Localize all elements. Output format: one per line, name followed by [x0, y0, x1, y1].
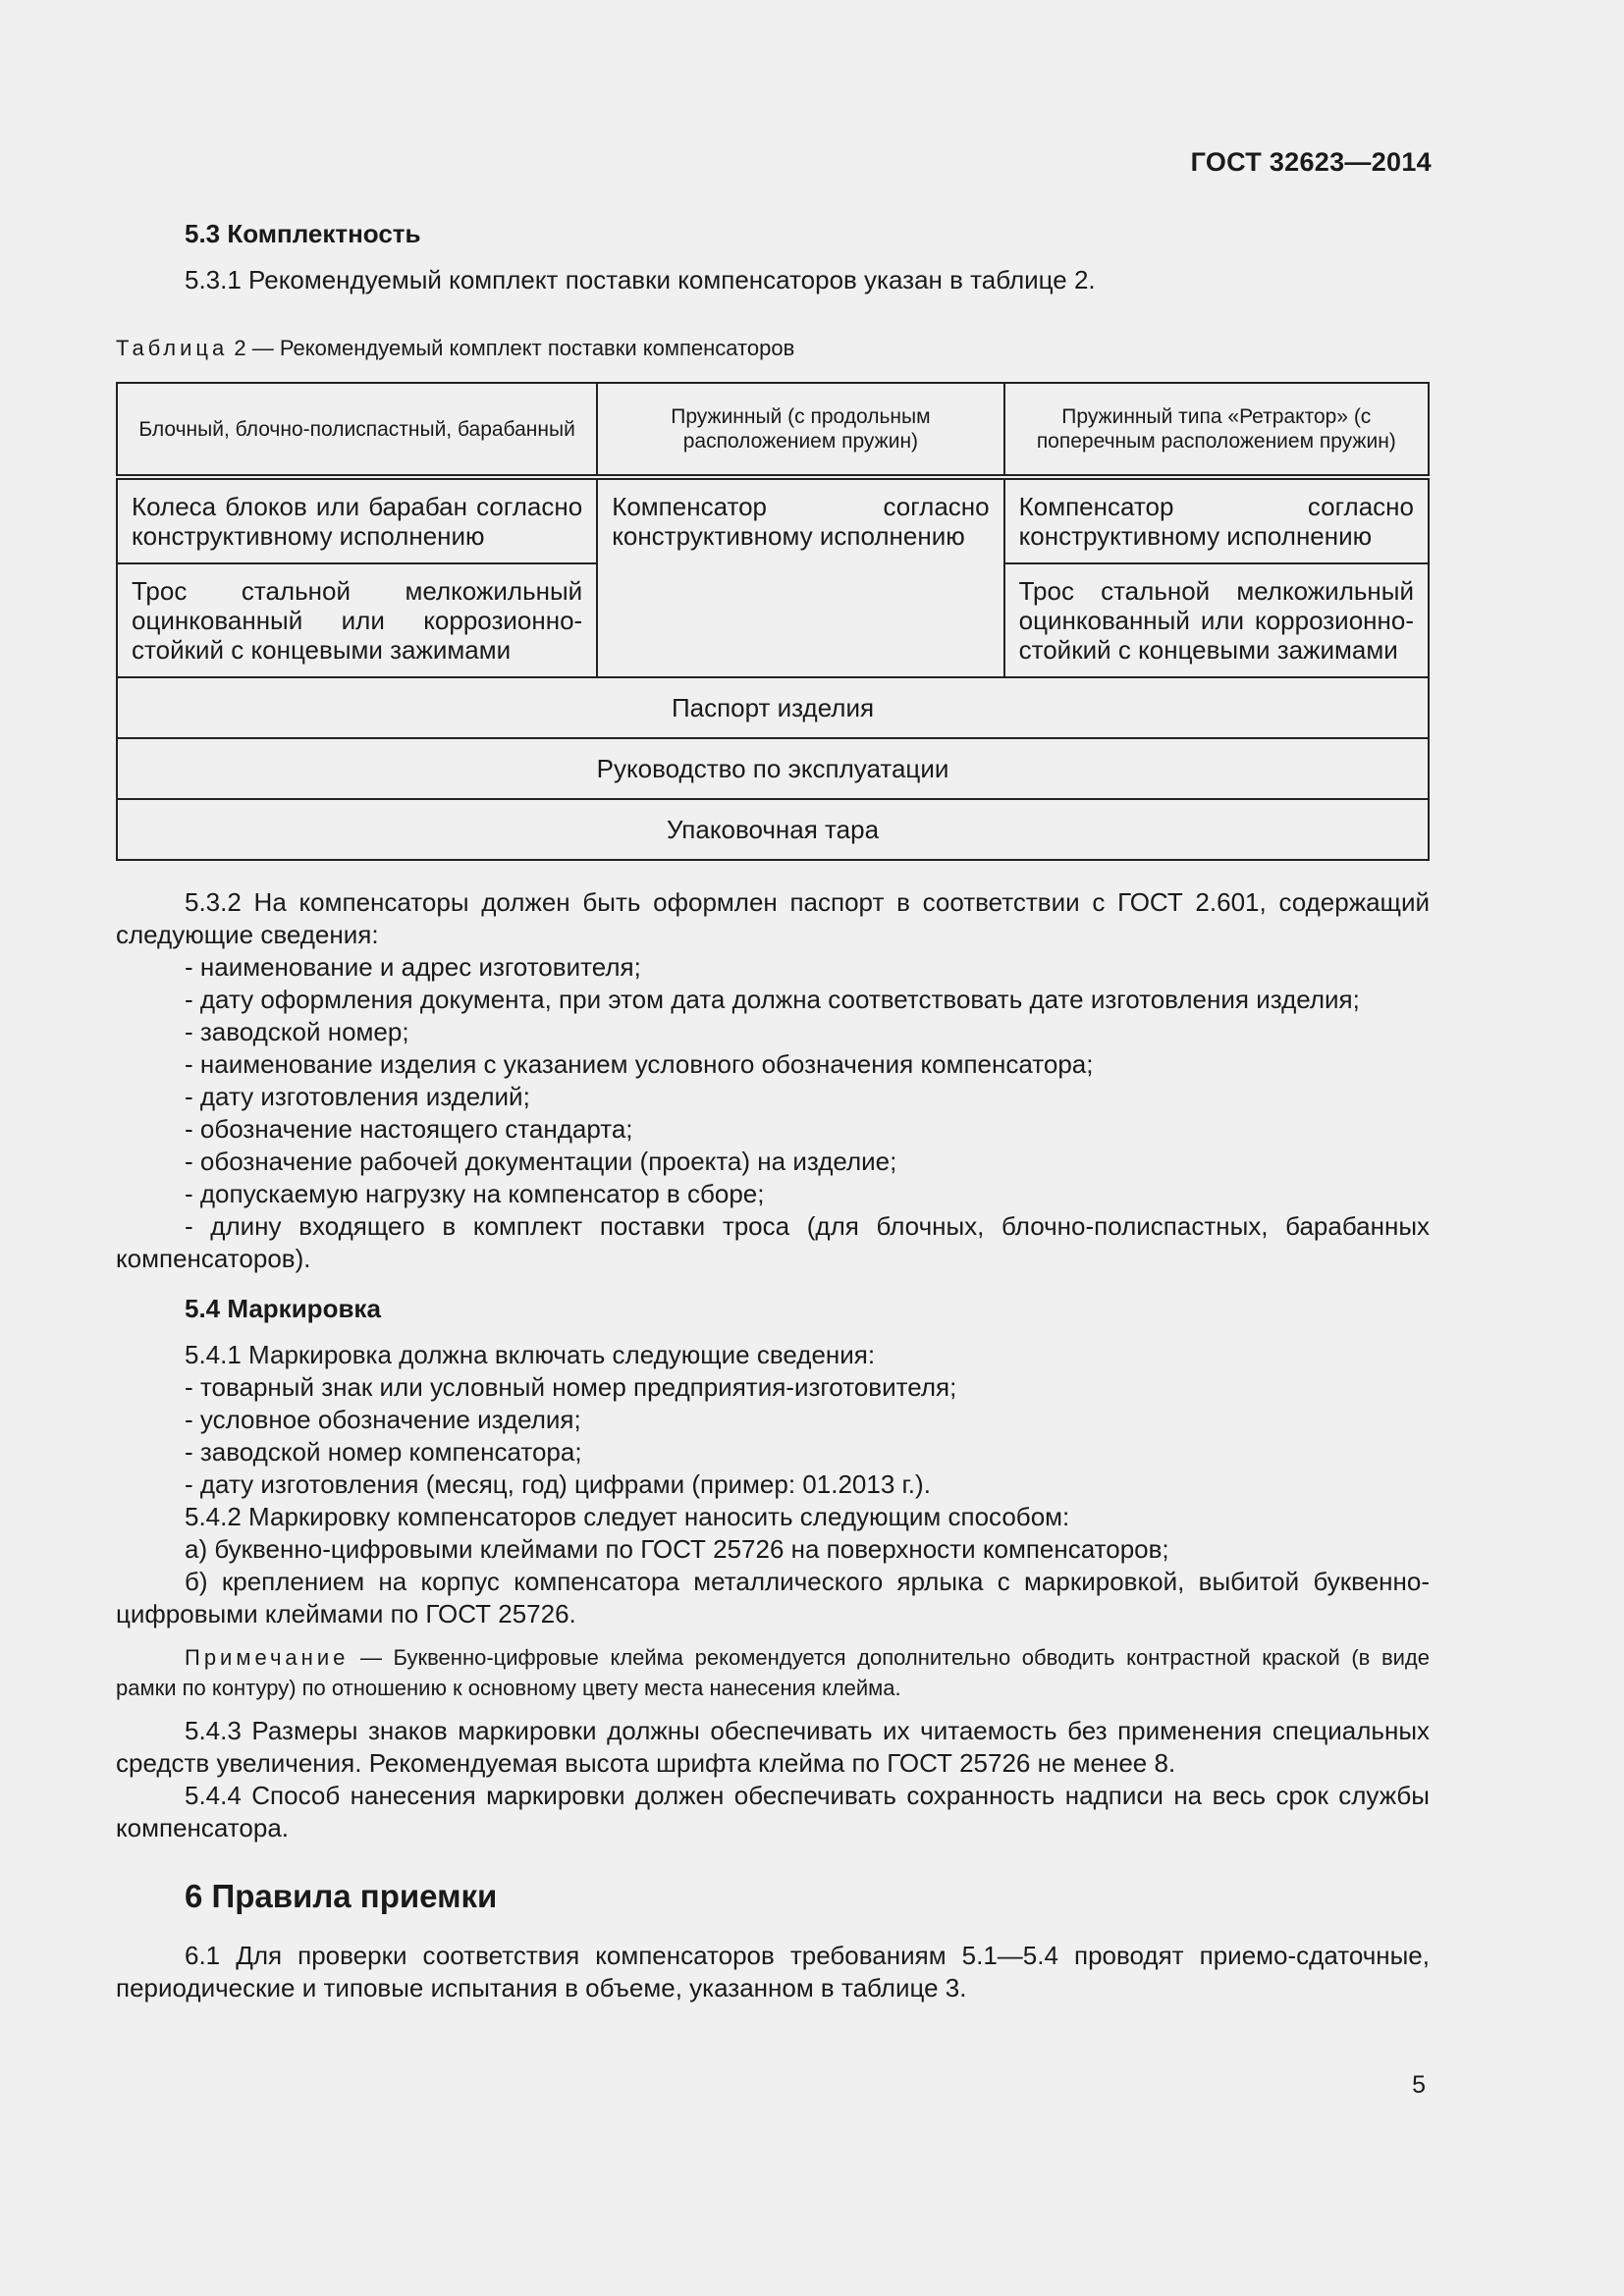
- table-row: [117, 677, 1429, 738]
- cell-r2c1: Трос стальной мелкожильный оцинкованный или коррозионно-стойкий с концевыми зажимами: [117, 563, 597, 677]
- page-number: 5: [1412, 2071, 1426, 2099]
- table-row: [117, 738, 1429, 799]
- cell-r1c2: Компенсатор согласно конструктивному исполнению: [597, 477, 1003, 677]
- marking-info-list: [116, 1371, 1430, 1501]
- list-item: - наименование и адрес изготовителя;: [185, 952, 641, 982]
- list-item: - длину входящего в комплект поставки троса (для блочных, блочно-полиспастных, барабанных компенсаторов).: [116, 1211, 1430, 1273]
- paragraph-5-4-3: 5.4.3 Размеры знаков маркировки должны обеспечивать их читаемость без применения специальных средств увеличения. Рекомендуемая высота шрифта клейма по ГОСТ 25726 не менее 8.: [116, 1716, 1430, 1778]
- col-header-spring-longitudinal: Пружинный (с продольным расположением пружин): [597, 383, 1003, 477]
- col-header-spring-retractor: Пружинный типа «Ретрактор» (с поперечным расположением пружин): [1004, 383, 1429, 477]
- paragraph-5-3-2: 5.3.2 На компенсаторы должен быть оформлен паспорт в соответствии с ГОСТ 2.601, содержащий следующие сведения:: [116, 887, 1430, 949]
- list-item: - дату изготовления изделий;: [185, 1082, 530, 1111]
- document-designation: ГОСТ 32623—2014: [1190, 147, 1432, 177]
- list-item: - дату оформления документа, при этом дата должна соответствовать дате изготовления изделия;: [185, 985, 1360, 1014]
- section-6-title: 6 Правила приемки: [185, 1878, 498, 1914]
- list-item: - обозначение настоящего стандарта;: [185, 1114, 633, 1144]
- list-item: - условное обозначение изделия;: [185, 1405, 581, 1434]
- paragraph-6-1: 6.1 Для проверки соответствия компенсаторов требованиям 5.1—5.4 проводят приемо-сдаточные, периодические и типовые испытания в объеме, указанном в таблице 3.: [116, 1941, 1430, 2002]
- col-header-block: Блочный, блочно-полиспастный, барабанный: [117, 383, 597, 477]
- paragraph-5-4-2-a: а) буквенно-цифровыми клеймами по ГОСТ 25726 на поверхности компенсаторов;: [185, 1534, 1169, 1564]
- section-5-3-title: 5.3 Комплектность: [185, 219, 421, 248]
- list-item: - наименование изделия с указанием условного обозначения компенсатора;: [185, 1049, 1094, 1079]
- table-row: [117, 477, 1429, 563]
- table-caption-label: Таблица: [116, 336, 229, 360]
- page-content: [116, 218, 1430, 2004]
- list-item: - заводской номер;: [185, 1017, 409, 1046]
- note-text: — Буквенно-цифровые клейма рекомендуется дополнительно обводить контрастной краской (в виде рамки по контуру) по отношению к основному цвету места нанесения клейма.: [116, 1645, 1430, 1700]
- note: [116, 1642, 1430, 1703]
- list-item: - товарный знак или условный номер предприятия-изготовителя;: [185, 1372, 957, 1402]
- table-caption-text: 2 — Рекомендуемый комплект поставки компенсаторов: [228, 336, 795, 360]
- paragraph-5-4-4: 5.4.4 Способ нанесения маркировки должен обеспечивать сохранность надписи на весь срок службы компенсатора.: [116, 1781, 1430, 1842]
- cell-r1c3: Компенсатор согласно конструктивному исполнению: [1004, 477, 1429, 563]
- table-header-row: [117, 383, 1429, 477]
- cell-passport: Паспорт изделия: [117, 677, 1429, 738]
- note-label: Примечание: [185, 1645, 350, 1670]
- section-5-4-title: 5.4 Маркировка: [185, 1294, 381, 1323]
- cell-r2c3: Трос стальной мелкожильный оцинкованный или коррозионно-стойкий с концевыми зажимами: [1004, 563, 1429, 677]
- list-item: - дату изготовления (месяц, год) цифрами (пример: 01.2013 г.).: [185, 1469, 931, 1499]
- cell-manual: Руководство по эксплуатации: [117, 738, 1429, 799]
- table-2-caption: [116, 332, 1430, 364]
- list-item: - заводской номер компенсатора;: [185, 1437, 582, 1467]
- paragraph-5-3-1: 5.3.1 Рекомендуемый комплект поставки компенсаторов указан в таблице 2.: [185, 265, 1096, 294]
- table-row: [117, 799, 1429, 860]
- paragraph-5-4-2: 5.4.2 Маркировку компенсаторов следует наносить следующим способом:: [185, 1502, 1070, 1531]
- list-item: - допускаемую нагрузку на компенсатор в сборе;: [185, 1179, 765, 1208]
- paragraph-5-4-1: 5.4.1 Маркировка должна включать следующие сведения:: [185, 1340, 876, 1369]
- cell-r1c1: Колеса блоков или барабан согласно конструктивному исполнению: [117, 477, 597, 563]
- passport-info-list: [116, 951, 1430, 1210]
- paragraph-5-4-2-b: б) креплением на корпус компенсатора металлического ярлыка с маркировкой, выбитой буквенно-цифровыми клеймами по ГОСТ 25726.: [116, 1567, 1430, 1629]
- table-2: [116, 382, 1430, 861]
- list-item: - обозначение рабочей документации (проекта) на изделие;: [185, 1147, 897, 1176]
- cell-package: Упаковочная тара: [117, 799, 1429, 860]
